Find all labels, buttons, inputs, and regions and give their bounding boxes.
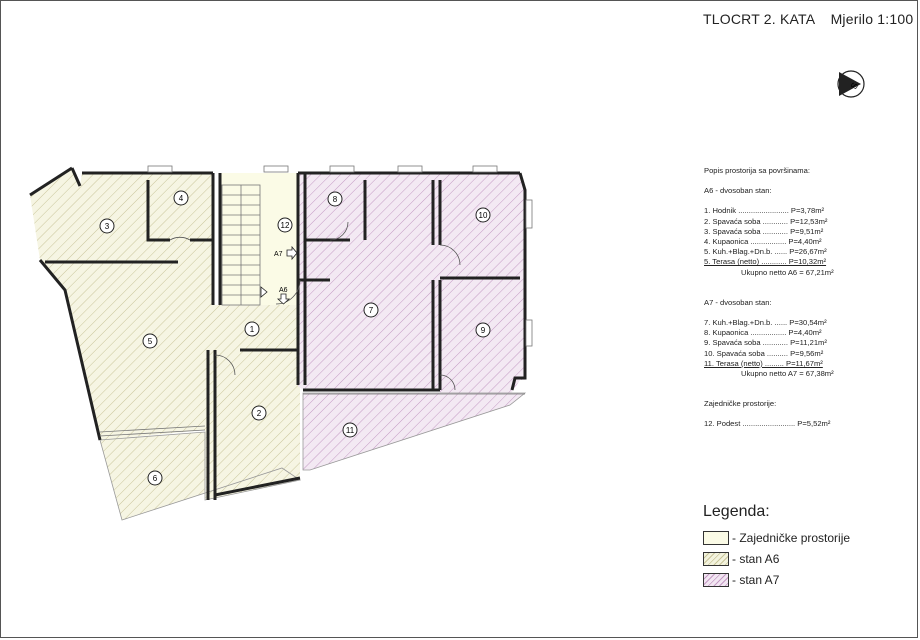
legend-swatch-a6 <box>703 552 729 566</box>
legend-label-a6: - stan A6 <box>732 551 780 566</box>
room-label-11: 11 <box>345 426 355 435</box>
a6-room-1: 1. Hodnik ........................ P=3,78m² <box>704 206 825 216</box>
legend-item-a6 <box>703 548 850 569</box>
room-label-4: 4 <box>178 194 184 203</box>
entrance-label-a6: A6 <box>279 287 288 294</box>
a6-room-2: 2. Spavaća soba ............ P=12,53m² <box>704 216 828 226</box>
apartment-a7-area <box>298 173 525 470</box>
room-label-8: 8 <box>332 195 338 204</box>
a7-room-5: 11. Terasa (netto) ......... P=11,67m² <box>704 358 823 368</box>
legend-swatch-a7 <box>703 573 729 587</box>
a6-title: A6 - dvosoban stan: <box>704 186 772 196</box>
common-area <box>220 173 298 305</box>
a6-room-6: 5. Terasa (netto) ............ P=10,32m² <box>704 257 827 267</box>
room-label-6: 6 <box>152 474 158 483</box>
room-label-9: 9 <box>480 326 486 335</box>
a7-room-2: 8. Kupaonica ................. P=4,40m² <box>704 328 822 338</box>
a7-title: A7 - dvosoban stan: <box>704 297 772 307</box>
common-room-1: 12. Podest ......................... P=5,52m² <box>704 419 831 429</box>
a7-room-1: 7. Kuh.+Blag.+Dn.b. ...... P=30,54m² <box>704 318 827 328</box>
room-label-5: 5 <box>147 337 153 346</box>
room-label-12: 12 <box>280 221 290 230</box>
legend-label-common: - Zajedničke prostorije <box>732 530 851 545</box>
north-arrow-icon <box>838 71 864 97</box>
legend-label-a7: - stan A7 <box>732 572 780 587</box>
entrance-label-a7: A7 <box>274 251 283 258</box>
north-arrow-label: S <box>848 80 861 91</box>
legend-item-common <box>703 527 850 548</box>
room-list-heading: Popis prostorija sa površinama: <box>704 166 810 175</box>
room-label-1: 1 <box>249 325 255 334</box>
legend-title: Legenda: <box>703 503 770 520</box>
scale-label: Mjerilo 1:100 <box>830 11 914 27</box>
a7-total: Ukupno netto A7 = 67,38m² <box>741 369 834 379</box>
a6-total: Ukupno netto A6 = 67,21m² <box>741 267 834 277</box>
legend <box>703 503 850 590</box>
common-title: Zajedničke prostorije: <box>704 399 777 409</box>
room-area-list <box>704 166 904 430</box>
a6-room-3: 3. Spavaća soba ............ P=9,51m² <box>704 226 824 236</box>
legend-item-a7 <box>703 569 850 590</box>
legend-swatch-common <box>703 531 729 545</box>
a6-room-4: 4. Kupaonica ................. P=4,40m² <box>704 237 822 247</box>
a7-room-4: 10. Spavaća soba .......... P=9,56m² <box>704 348 824 358</box>
room-label-10: 10 <box>478 211 488 220</box>
room-label-2: 2 <box>256 409 262 418</box>
plan-title: TLOCRT 2. KATA <box>703 11 815 27</box>
room-label-3: 3 <box>104 222 110 231</box>
a7-room-3: 9. Spavaća soba ............ P=11,21m² <box>704 338 827 348</box>
room-label-7: 7 <box>368 306 374 315</box>
a6-room-5: 5. Kuh.+Blag.+Dn.b. ...... P=26,67m² <box>704 247 827 257</box>
